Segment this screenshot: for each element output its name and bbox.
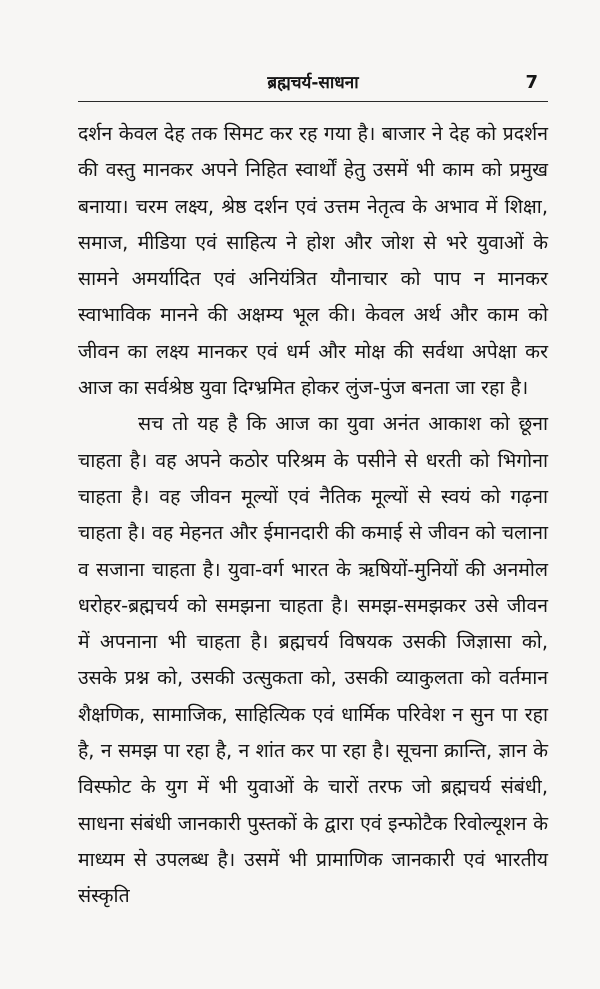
page-number: 7 [525,72,538,93]
paragraph: सच तो यह है कि आज का युवा अनंत आकाश को छूना चाहता है। वह अपने कठोर परिश्रम के पसीने से धरती को भिगोना चाहता है। वह जीवन मूल्यों एवं नैतिक मूल्यों से स्वयं को गढ़ना चाहता है। वह मेहनत और ईमानदारी की कमाई से जीवन को चलाना व सजाना चाहता है। युवा-वर्ग भारत के ऋषियों-मुनियों की अनमोल धरोहर-ब्रह्मचर्य को समझना चाहता है। समझ-समझकर उसे जीवन में अपनाना भी चाहता है। ब्रह्मचर्य विषयक उसकी जिज्ञासा को, उसके प्रश्न को, उसकी उत्सुकता को, उसकी व्याकुलता को वर्तमान शैक्षणिक, सामाजिक, साहित्यिक एवं धार्मिक परिवेश न सुन पा रहा है, न समझ पा रहा है, न शांत कर पा रहा है। सूचना क्रान्ति, ज्ञान के विस्फोट के युग में भी युवाओं के चारों तरफ जो ब्रह्मचर्य संबंधी, साधना संबंधी जानकारी पुस्तकों के द्वारा एवं इन्फोटैक रिवोल्यूशन के माध्यम से उपलब्ध है। उसमें भी प्रामाणिक जानकारी एवं भारतीय संस्कृति [78,412,548,908]
body-text [78,116,548,915]
paragraph-continued: दर्शन केवल देह तक सिमट कर रह गया है। बाजार ने देह को प्रदर्शन की वस्तु मानकर अपने निहित स्वार्थों हेतु उसमें भी काम को प्रमुख बनाया। चरम लक्ष्य, श्रेष्ठ दर्शन एवं उत्तम नेतृत्व के अभाव में शिक्षा, समाज, मीडिया एवं साहित्य ने होश और जोश से भरे युवाओं के सामने अमर्यादित एवं अनियंत्रित यौनाचार को पाप न मानकर स्वाभाविक मानने की अक्षम्य भूल की। केवल अर्थ और काम को जीवन का लक्ष्य मानकर एवं धर्म और मोक्ष की सर्वथा अपेक्षा कर आज का सर्वश्रेष्ठ युवा दिग्भ्रमित होकर लुंज-पुंज बनता जा रहा है। [78,122,548,400]
running-header [78,70,548,104]
header-rule [78,101,548,102]
header-title: ब्रह्मचर्य-साधना [267,73,359,93]
